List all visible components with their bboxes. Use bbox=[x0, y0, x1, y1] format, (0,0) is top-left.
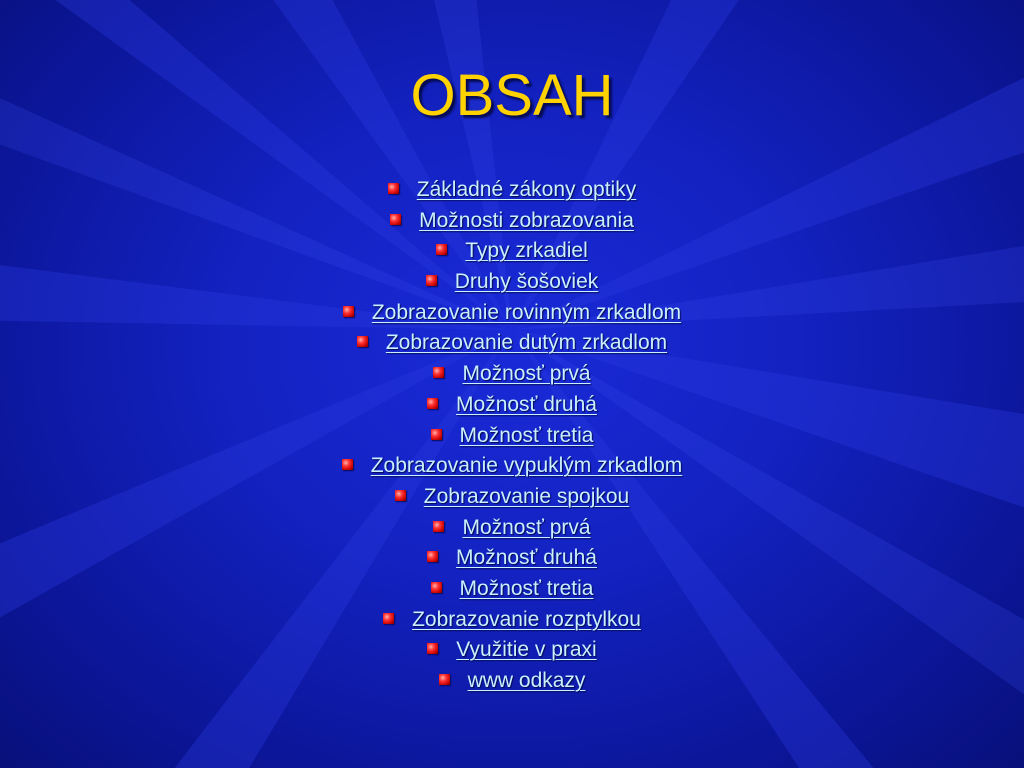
toc-link-spojka-moznost-druha[interactable]: Možnosť druhá bbox=[456, 546, 597, 570]
square-bullet-icon bbox=[383, 613, 394, 624]
toc-item bbox=[0, 209, 1024, 240]
toc-link-zakladne-zakony-optiky[interactable]: Základné zákony optiky bbox=[416, 178, 637, 201]
toc-link-vypukle-zrkadlo[interactable]: Zobrazovanie vypuklým zrkadlom bbox=[370, 454, 683, 478]
toc-link-dute-zrkadlo[interactable]: Zobrazovanie dutým zrkadlom bbox=[385, 331, 668, 355]
toc-item bbox=[0, 239, 1024, 270]
square-bullet-icon bbox=[388, 183, 399, 194]
toc-item bbox=[0, 331, 1024, 362]
square-bullet-icon bbox=[433, 521, 444, 532]
toc-link-moznosti-zobrazovania[interactable]: Možnosti zobrazovania bbox=[419, 208, 634, 232]
toc-link-www-odkazy[interactable]: www odkazy bbox=[467, 669, 586, 692]
toc-item bbox=[0, 669, 1024, 700]
toc-item bbox=[0, 393, 1024, 424]
square-bullet-icon bbox=[439, 674, 450, 685]
toc-item bbox=[0, 577, 1024, 608]
toc-link-druhy-sosoviek[interactable]: Druhy šošoviek bbox=[454, 270, 599, 294]
toc-link-rovinne-zrkadlo[interactable]: Zobrazovanie rovinným zrkadlom bbox=[371, 300, 682, 324]
square-bullet-icon bbox=[342, 459, 353, 470]
toc-item bbox=[0, 454, 1024, 485]
square-bullet-icon bbox=[426, 275, 437, 286]
toc-item bbox=[0, 362, 1024, 393]
toc-link-spojka-moznost-tretia[interactable]: Možnosť tretia bbox=[459, 576, 594, 600]
toc-item bbox=[0, 638, 1024, 669]
toc-link-dute-moznost-druha[interactable]: Možnosť druhá bbox=[456, 392, 597, 416]
slide-title: OBSAH bbox=[410, 63, 614, 128]
toc-link-spojka[interactable]: Zobrazovanie spojkou bbox=[423, 484, 630, 508]
table-of-contents bbox=[0, 178, 1024, 700]
square-bullet-icon bbox=[436, 244, 447, 255]
toc-item bbox=[0, 608, 1024, 639]
square-bullet-icon bbox=[427, 398, 438, 409]
toc-link-dute-moznost-tretia[interactable]: Možnosť tretia bbox=[459, 423, 594, 447]
toc-item bbox=[0, 301, 1024, 332]
square-bullet-icon bbox=[427, 551, 438, 562]
toc-link-dute-moznost-prva[interactable]: Možnosť prvá bbox=[462, 362, 591, 386]
toc-item bbox=[0, 485, 1024, 516]
square-bullet-icon bbox=[357, 336, 368, 347]
square-bullet-icon bbox=[433, 367, 444, 378]
toc-item bbox=[0, 546, 1024, 577]
toc-item bbox=[0, 516, 1024, 547]
toc-link-vyuzitie-v-praxi[interactable]: Využitie v praxi bbox=[456, 638, 597, 662]
square-bullet-icon bbox=[431, 582, 442, 593]
toc-link-typy-zrkadiel[interactable]: Typy zrkadiel bbox=[465, 239, 588, 263]
square-bullet-icon bbox=[427, 643, 438, 654]
toc-item bbox=[0, 270, 1024, 301]
toc-link-rozptylka[interactable]: Zobrazovanie rozptylkou bbox=[412, 607, 641, 631]
square-bullet-icon bbox=[390, 214, 401, 225]
toc-item bbox=[0, 178, 1024, 209]
toc-link-spojka-moznost-prva[interactable]: Možnosť prvá bbox=[462, 515, 591, 539]
toc-item bbox=[0, 424, 1024, 455]
square-bullet-icon bbox=[343, 306, 354, 317]
square-bullet-icon bbox=[395, 490, 406, 501]
square-bullet-icon bbox=[431, 429, 442, 440]
